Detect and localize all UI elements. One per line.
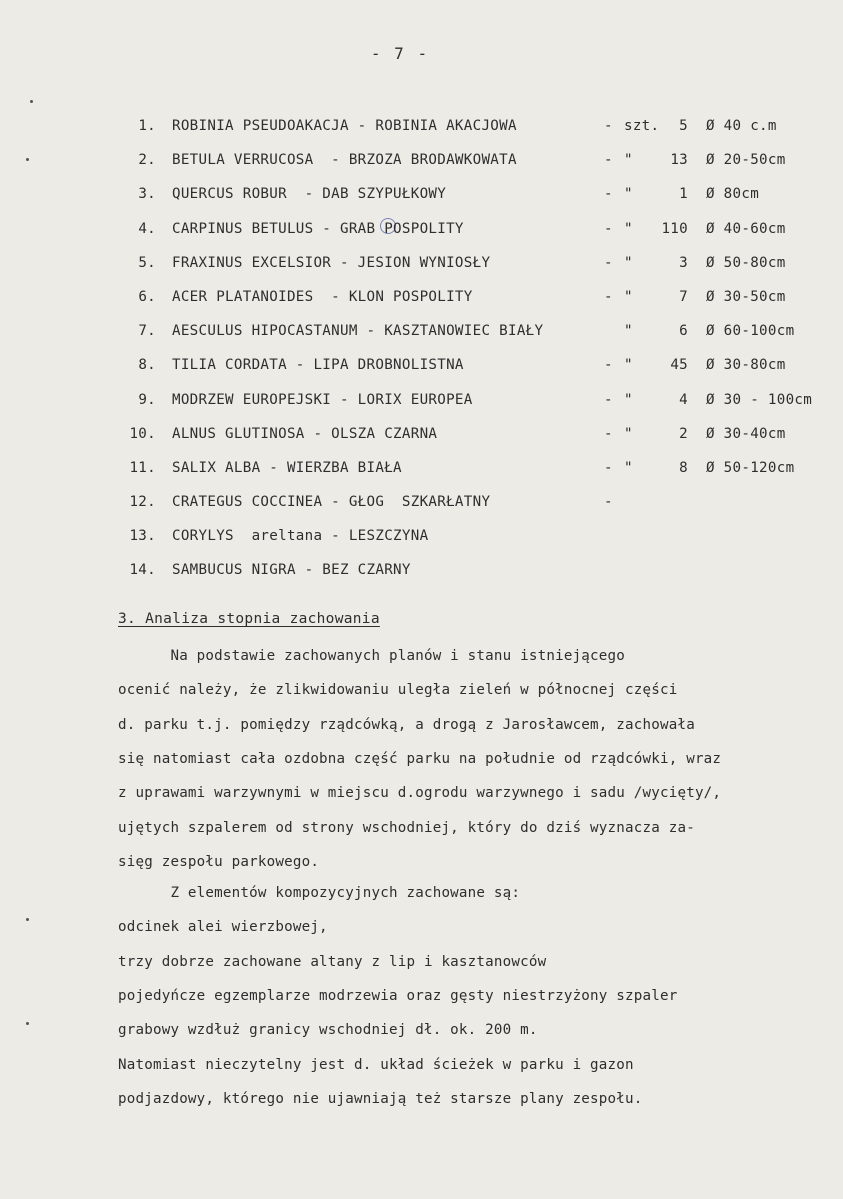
species-unit: " [624,254,633,271]
species-unit: " [624,323,633,340]
species-unit: " [624,391,633,408]
species-name: BETULA VERRUCOSA - BRZOZA BRODAWKOWATA [172,152,517,169]
text-line: z uprawami warzywnymi w miejscu d.ogrodu warzywnego i sadu /wycięty/, [118,785,722,802]
text-line: ujętych szpalerem od strony wschodniej, który do dziś wyznacza za- [118,819,695,836]
text-line: podjazdowy, którego nie ujawniają też starsze plany zespołu. [118,1090,643,1107]
species-dash: - [604,152,613,169]
species-name: ACER PLATANOIDES - KLON POSPOLITY [172,288,473,305]
species-name: ROBINIA PSEUDOAKACJA - ROBINIA AKACJOWA [172,118,517,134]
species-number: 10. [129,425,156,442]
text-line: sięg zespołu parkowego. [118,853,320,870]
species-row [0,488,843,522]
species-unit: " [624,186,633,203]
species-dash: - [604,357,613,374]
species-quantity: 1 [679,186,688,203]
species-row [0,180,843,214]
species-number: 5. [138,254,156,271]
species-row [0,522,843,556]
text-line: grabowy wzdłuż granicy wschodniej dł. ok. 200 m. [118,1022,538,1039]
text-line: pojedyńcze egzemplarze modrzewia oraz gęsty niestrzyżony szpaler [118,987,678,1004]
species-name: CARPINUS BETULUS - GRAB POSPOLITY [172,220,464,237]
species-row [0,317,843,351]
species-quantity: 5 [679,118,688,134]
species-number: 3. [138,186,156,203]
species-quantity: 8 [679,459,688,476]
species-diameter: Ø 50-80cm [706,254,786,271]
species-diameter: Ø 30-40cm [706,425,786,442]
species-diameter: Ø 50-120cm [706,459,795,476]
section-heading: 3. Analiza stopnia zachowania [118,611,380,627]
species-diameter: Ø 30 - 100cm [706,391,813,408]
text-line: ocenić należy, że zlikwidowaniu uległa zieleń w północnej części [118,682,678,699]
species-diameter: Ø 40 c.m [706,118,777,134]
species-unit: " [624,425,633,442]
species-number: 12. [129,494,156,511]
species-quantity: 6 [679,323,688,340]
species-diameter: Ø 30-80cm [706,357,786,374]
species-row [0,420,843,454]
species-diameter: Ø 20-50cm [706,152,786,169]
species-dash: - [604,459,613,476]
species-row [0,146,843,180]
species-number: 14. [129,562,156,579]
species-quantity: 13 [670,152,688,169]
species-name: SAMBUCUS NIGRA - BEZ CZARNY [172,562,411,579]
species-row [0,215,843,249]
species-number: 11. [129,459,156,476]
text-line: Na podstawie zachowanych planów i stanu istniejącego [118,648,626,664]
species-unit: " [624,357,633,374]
species-diameter: Ø 60-100cm [706,323,795,340]
species-list [0,112,843,591]
species-dash: - [604,220,613,237]
species-quantity: 45 [670,357,688,374]
text-line: Natomiast nieczytelny jest d. układ ścieżek w parku i gazon [118,1056,634,1073]
species-unit: " [624,220,633,237]
species-name: TILIA CORDATA - LIPA DROBNOLISTNA [172,357,464,374]
species-name: ALNUS GLUTINOSA - OLSZA CZARNA [172,425,438,442]
species-name: CRATEGUS COCCINEA - GŁOG SZKARŁATNY [172,494,491,511]
species-quantity: 7 [679,288,688,305]
species-row [0,454,843,488]
species-name: CORYLYS areltana - LESZCZYNA [172,528,429,545]
species-unit: szt. [624,118,660,134]
species-dash: - [604,288,613,305]
margin-dot [26,1022,29,1025]
species-number: 4. [138,220,156,237]
species-name: MODRZEW EUROPEJSKI - LORIX EUROPEA [172,391,473,408]
species-number: 13. [129,528,156,545]
species-row [0,249,843,283]
species-dash: - [604,391,613,408]
species-quantity: 2 [679,425,688,442]
species-diameter: Ø 30-50cm [706,288,786,305]
species-name: QUERCUS ROBUR - DAB SZYPUŁKOWY [172,186,447,203]
species-unit: " [624,459,633,476]
text-line: się natomiast cała ozdobna część parku na południe od rządcówki, wraz [118,750,722,767]
species-unit: " [624,288,633,305]
species-row [0,386,843,420]
species-number: 1. [138,118,156,134]
species-dash: - [604,186,613,203]
species-number: 9. [138,391,156,408]
species-name: SALIX ALBA - WIERZBA BIAŁA [172,459,402,476]
species-number: 2. [138,152,156,169]
species-dash: - [604,118,613,134]
species-number: 7. [138,323,156,340]
text-line: trzy dobrze zachowane altany z lip i kasztanowców [118,953,547,970]
species-quantity: 3 [679,254,688,271]
species-name: FRAXINUS EXCELSIOR - JESION WYNIOSŁY [172,254,491,271]
species-quantity: 4 [679,391,688,408]
species-number: 6. [138,288,156,305]
species-dash: - [604,254,613,271]
page-number: - 7 - [370,44,430,63]
species-quantity: 110 [661,220,688,237]
species-row [0,283,843,317]
species-row [0,112,843,146]
species-diameter: Ø 80cm [706,186,760,203]
species-number: 8. [138,357,156,374]
species-diameter: Ø 40-60cm [706,220,786,237]
species-unit: " [624,152,633,169]
text-line: Z elementów kompozycyjnych zachowane są: [118,885,521,901]
margin-dot [30,100,33,103]
margin-dot [26,918,29,921]
species-name: AESCULUS HIPOCASTANUM - KASZTANOWIEC BIAŁY [172,323,544,340]
text-line: d. parku t.j. pomiędzy rządcówką, a drogą z Jarosławcem, zachowała [118,716,695,733]
species-dash: - [604,494,613,511]
text-line: odcinek alei wierzbowej, [118,919,328,936]
species-row [0,556,843,590]
species-dash: - [604,425,613,442]
species-row [0,351,843,385]
